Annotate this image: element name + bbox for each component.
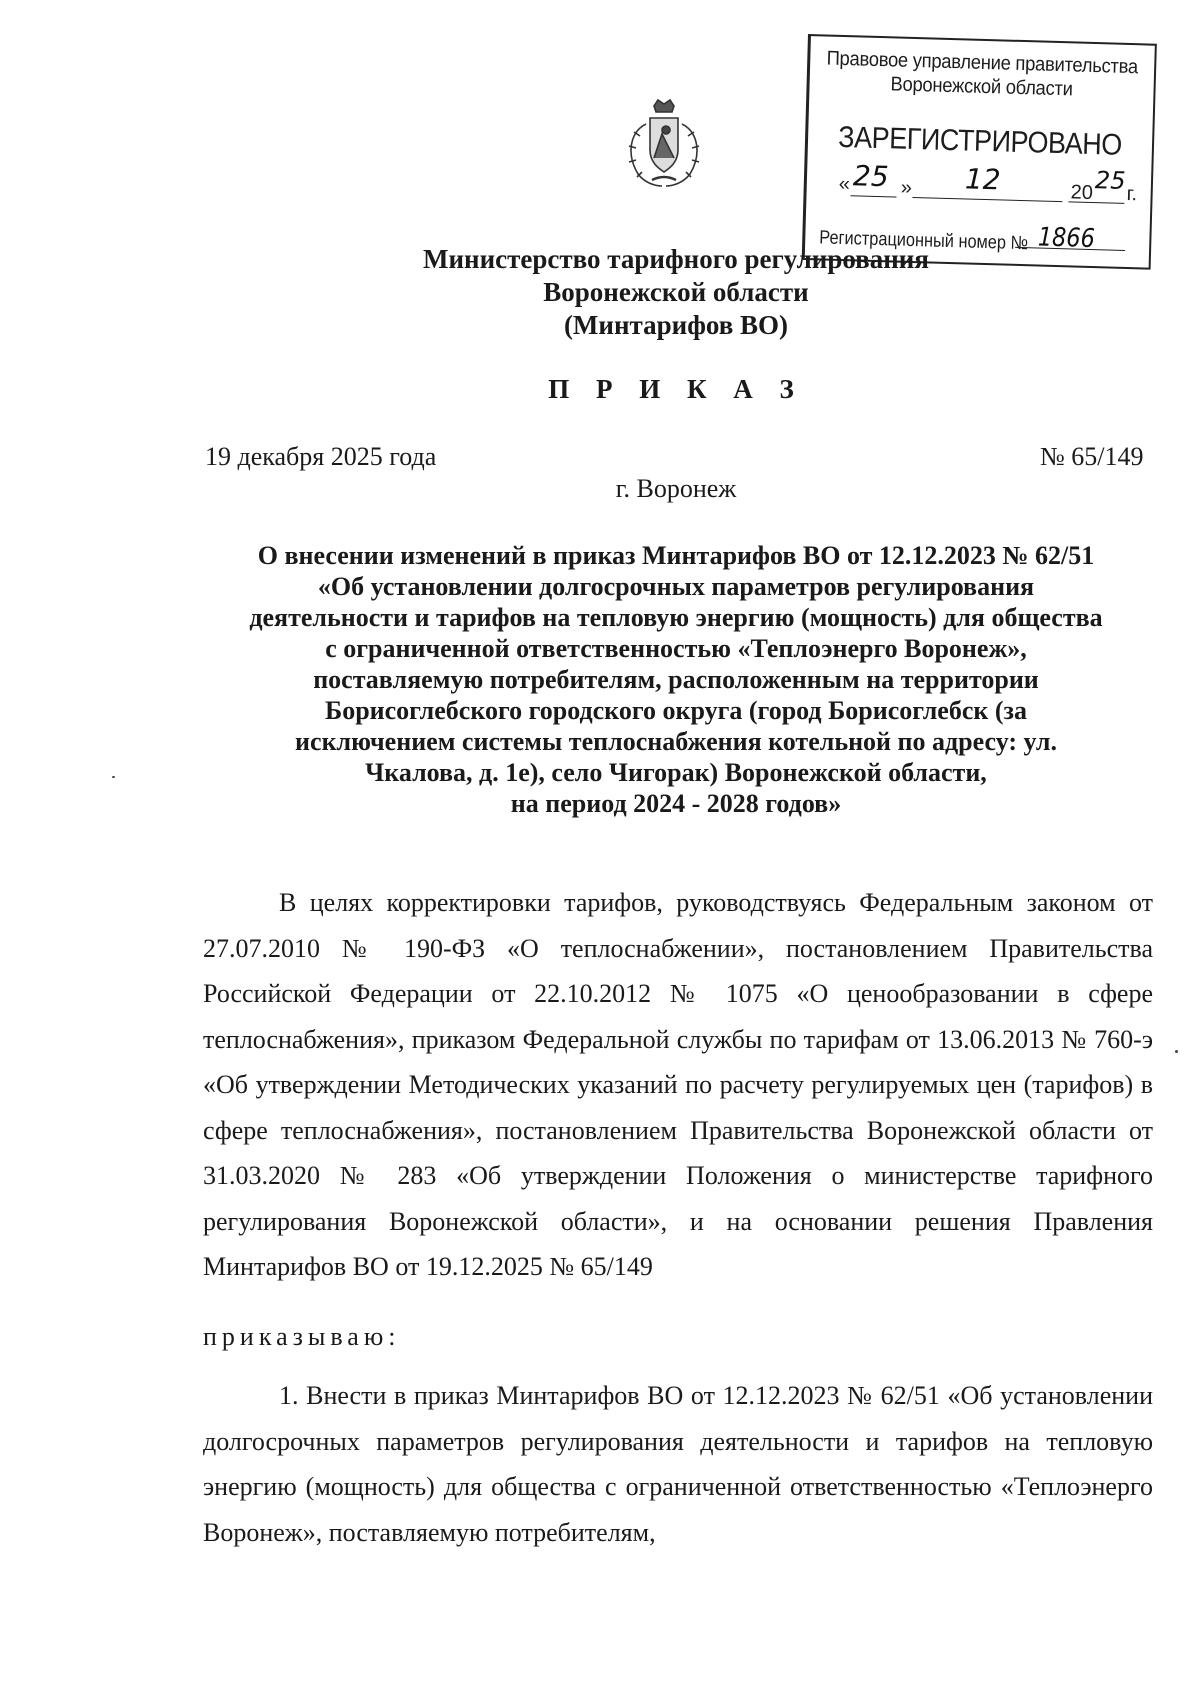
subject-line: с ограниченной ответственностью «Теплоэнерго Воронеж», — [325, 634, 1027, 663]
document-subject — [200, 540, 1152, 819]
scan-speck — [112, 776, 115, 778]
subject-line: Борисоглебского городского округа (город Борисоглебск (за — [325, 696, 1027, 725]
document-type: П Р И К А З — [548, 374, 804, 404]
stamp-date: « 25 » 12 20 25 г. — [838, 159, 1138, 206]
stamp-year-prefix: 20 — [1070, 181, 1094, 205]
scan-speck — [1175, 1050, 1178, 1053]
stamp-month: 12 — [964, 162, 1002, 197]
stamp-day: 25 — [852, 159, 890, 194]
subject-line: О внесении изменений в приказ Минтарифов ВО от 12.12.2023 № 62/51 — [257, 541, 1095, 570]
stamp-org-line1: Правовое управление правительства — [826, 47, 1139, 79]
stamp-org-line2: Воронежской области — [890, 73, 1073, 101]
org-line3: (Минтарифов ВО) — [563, 310, 789, 340]
stamp-organization — [823, 46, 1141, 103]
org-line2: Воронежской области — [543, 277, 809, 307]
stamp-status: ЗАРЕГИСТРИРОВАНО — [837, 120, 1123, 162]
stamp-reg-label: Регистрационный номер № — [819, 227, 1029, 255]
coat-of-arms-icon — [616, 96, 712, 192]
document-city: г. Воронеж — [615, 474, 737, 503]
subject-line: поставляемую потребителям, расположенным на территории — [313, 665, 1039, 694]
subject-line: Чкалова, д. 1е), село Чигорак) Воронежской области, — [365, 758, 987, 787]
document-date: 19 декабря 2025 года — [205, 442, 437, 471]
stamp-reg-number: 1866 — [1037, 222, 1096, 255]
org-line1: Министерство тарифного регулирования — [423, 244, 929, 274]
stamp-year-suffix: 25 — [1094, 166, 1126, 195]
registration-stamp — [802, 34, 1157, 270]
subject-line: на период 2024 - 2028 годов» — [510, 789, 842, 818]
stamp-year-mark: г. — [1126, 182, 1138, 206]
document-number: № 65/149 — [1040, 442, 1144, 471]
organization-name — [0, 243, 1200, 342]
preamble-paragraph: В целях корректировки тарифов, руководствуясь Федеральным законом от 27.07.2010 № 190-ФЗ «О теплоснабжении», постановлением Правительства Российской Федерации от 22.10.2012 № 1075 «О ценообразовании в сфере теплоснабжения», приказом Федеральной службы по тарифам от 13.06.2013 № 760-э «Об утверждении Методических указаний по расчету регулируемых цен (тарифов) в сфере теплоснабжения», постановлением Правительства Воронежской области от 31.03.2020 № 283 «Об утверждении Положения о министерстве тарифного регулирования Воронежской области», и на основании решения Правления Минтарифов ВО от 19.12.2025 № 65/149 — [203, 888, 1153, 1281]
subject-line: «Об установлении долгосрочных параметров регулирования — [317, 572, 1035, 601]
subject-line: деятельности и тарифов на тепловую энергию (мощность) для общества — [249, 603, 1103, 632]
order-word: приказываю: — [203, 1322, 401, 1351]
subject-line: исключением системы теплоснабжения котельной по адресу: ул. — [295, 727, 1057, 756]
clause-1-paragraph: 1. Внести в приказ Минтарифов ВО от 12.12.2023 № 62/51 «Об установлении долгосрочных параметров регулирования деятельности и тарифов на тепловую энергию (мощность) для общества с ограниченной ответственностью «Теплоэнерго Воронеж», поставляемую потребителям, — [203, 1381, 1153, 1547]
